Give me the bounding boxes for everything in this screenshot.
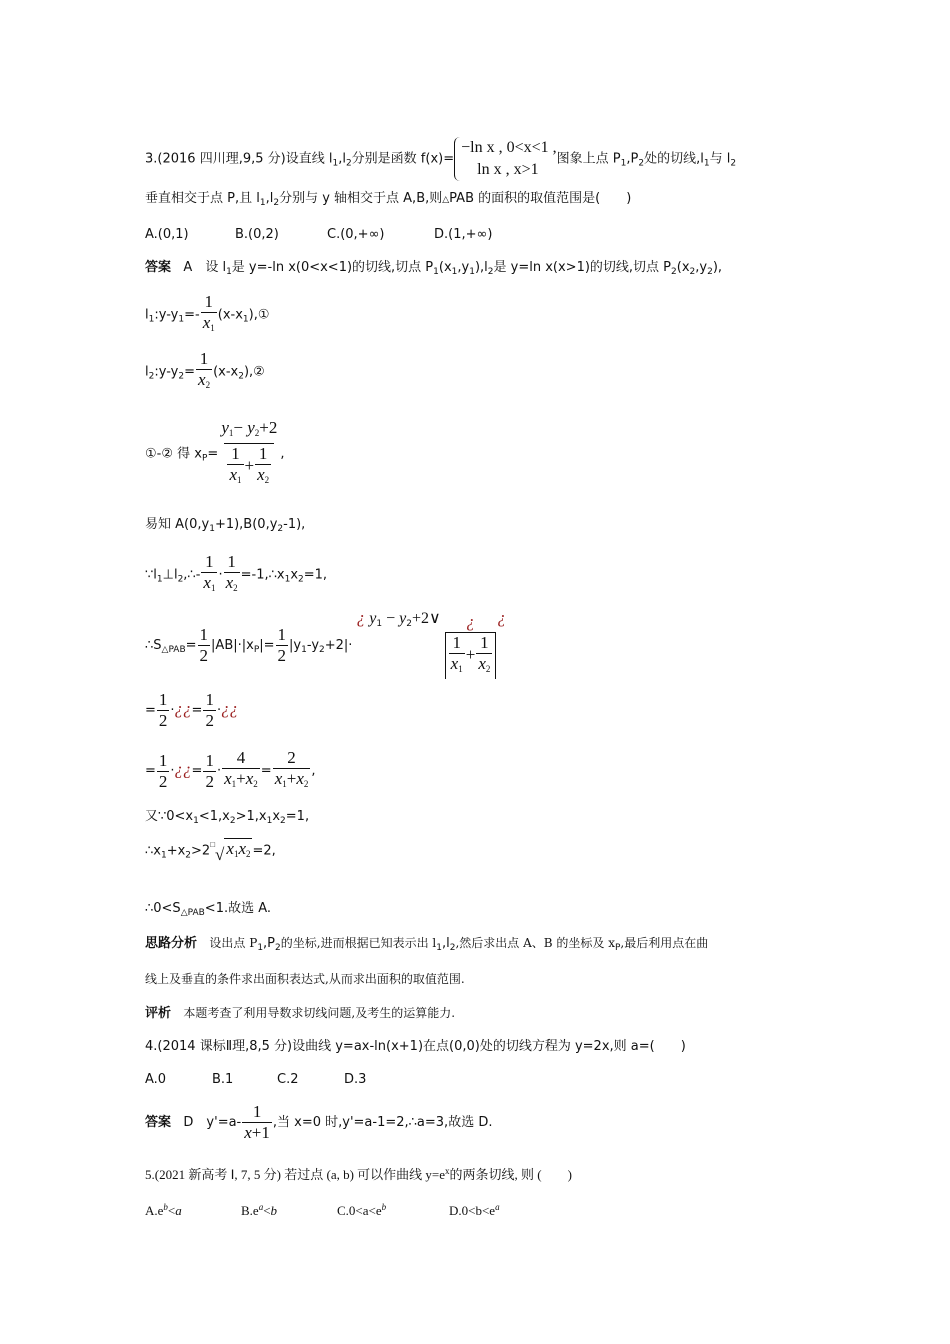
q4-answer: 答案 D y'=a- $\frac{1}{x+1}$ ,当 x=0 时,y'=a-1=2,∴a=3,故选 D. [145, 1102, 493, 1142]
eq-conclusion: $\therefore 0<S_{\triangle PAB}<1$.故选 A. [145, 901, 272, 918]
piecewise-cases: −ln x , 0<x<1 , ln x , x>1 [454, 137, 557, 181]
q4-options: A.0 B.1 C.2 D.3 [145, 1072, 367, 1087]
comment-line: 评析 本题考查了利用导数求切线问题,及考生的运算能力. [145, 1006, 456, 1021]
eq-area: $\therefore S_{\triangle PAB}=$ $\frac{1}{2}$ $|AB|\cdot|x_P|=$ $\frac{1}{2}$ $|y_1-y_2+2|\cdot$ ¿ $y_1$ − $y_2+2\vee$ ¿ $\frac{1}{x_1}$ + $\frac{1}{x_2}$ ¿ [145, 612, 506, 679]
q4-stem: 4.(2014 课标Ⅱ理,8,5 分)设曲线 y=ax-ln(x+1)在点(0,0)处的切线方程为 y=2x,则 a=( ) [145, 1039, 686, 1054]
eq-perp: $\because l_1\perp l_2,\therefore-$ $\frac{1}{x_1}$ · $\frac{1}{x_2}$ $=-1,\therefore x_1x_2=1$, [145, 552, 327, 598]
q3-stem-line1: 3.(2016 四川理,9,5 分)设直线 $l_1,l_2$分别是函数 f(x)= −ln x , 0<x<1 , ln x , x>1 图象上点 $P_1,P_2$处的切线$,l_1$与 $l_2$ [145, 137, 736, 181]
eq-ab: 易知 $A(0,y_1+1),B(0,y_2-1)$, [145, 517, 306, 534]
q3-answer: 答案 A 设 $l_1$是 y=-ln x(0<x<1)的切线,切点 $P_1(x_1,y_1),l_2$是 y=ln x(x>1)的切线,切点 $P_2(x_2,y_2)$, [145, 260, 723, 277]
eq-step1: = $\frac{1}{2}$ ·¿¿= $\frac{1}{2}$ ·¿¿ [145, 690, 239, 730]
q5-options: $A.e^b<a$ $B.e^a<b$ $C.0<a<e^b$ $D.0<b<e^a$ [145, 1202, 500, 1218]
eq-again: 又$\because 0<x_1<1,x_2>1,x_1x_2=1$, [145, 809, 310, 826]
q5-stem: 5.(2021 新高考 Ⅰ, 7, 5 分) 若过点 (a, b) 可以作曲线 $y=e^x$的两条切线, 则 ( ) [145, 1166, 572, 1182]
analysis-line2: 线上及垂直的条件求出面积表达式,从而求出面积的取值范围. [145, 972, 465, 986]
eq-xp: ①-② 得 $x_P=$ $y_1- y_2+2$ $\frac{1}{x_1}$ + $\frac{1}{x_2}$ , [145, 418, 284, 490]
eq-l1: $l_1:y-y_1=-$ $\frac{1}{x_1}$ $(x-x_1),①$ [145, 292, 270, 338]
eq-step2: = $\frac{1}{2}$ ·¿¿= $\frac{1}{2}$ · $\frac{4}{x_1+x_2}$ = $\frac{2}{x_1+x_2}$ , [145, 748, 316, 794]
analysis-line1: 思路分析 设出点 $P_1,P_2$的坐标,进而根据已知表示出 $l_1,l_2$,然后求出点 A、B 的坐标及 $x_P$,最后利用点在曲 [145, 936, 709, 953]
eq-sum: $\therefore x_1+x_2>2$ □ √ $x_1x_2$ =2, [145, 839, 276, 864]
q3-stem-line2: 垂直相交于点 P,且 $l_1,l_2$分别与 y 轴相交于点 A,B,则△PAB 的面积的取值范围是( ) [145, 191, 632, 208]
q3-options: A.(0,1) B.(0,2) C.(0,+∞) D.(1,+∞) [145, 227, 493, 242]
eq-l2: $l_2:y-y_2=$ $\frac{1}{x_2}$ $(x-x_2),②$ [145, 349, 265, 395]
